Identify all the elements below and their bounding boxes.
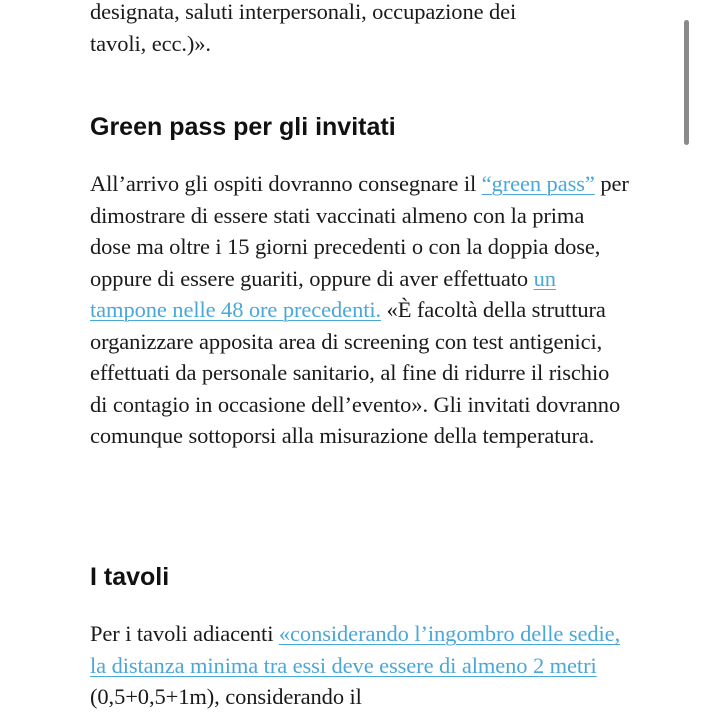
intro-line-1: designata, saluti interpersonali, occupazione dei <box>90 0 517 24</box>
tavoli-text-2: (0,5+0,5+1m), considerando il <box>90 684 362 709</box>
green-pass-link[interactable]: “green pass” <box>481 171 595 196</box>
tampone-link[interactable]: un tampone nelle 48 ore precedenti. <box>90 265 556 322</box>
green-pass-text-2: per dimostrare di essere stati vaccinati almeno con la prima dose ma oltre i 15 giorni precedenti o con la doppia dose, oppure di essere guariti, oppure di aver effettuato <box>90 171 629 291</box>
intro-paragraph-tail <box>90 0 630 59</box>
distanza-tavoli-link[interactable]: «considerando l’ingombro delle sedie, la distanza minima tra essi deve essere di almeno 2 metri <box>90 621 621 678</box>
section-heading-green-pass: Green pass per gli invitati <box>90 113 396 141</box>
green-pass-paragraph <box>90 168 630 452</box>
tavoli-text-1: Per i tavoli adiacenti <box>90 621 279 646</box>
intro-line-2: tavoli, ecc.)». <box>90 30 211 56</box>
tavoli-paragraph <box>90 618 630 713</box>
green-pass-text-1: All’arrivo gli ospiti dovranno consegnare il <box>90 171 482 196</box>
green-pass-text-3: «È facoltà della struttura organizzare apposita area di screening con test antigenici, effettuati da personale sanitario, al fine di ridurre il rischio di contagio in occasione dell’evento». Gli invitati dovranno comunque sottoporsi alla misurazione della temperatura. <box>90 297 621 448</box>
section-heading-tavoli: I tavoli <box>90 563 170 591</box>
vertical-scrollbar[interactable] <box>684 20 689 145</box>
